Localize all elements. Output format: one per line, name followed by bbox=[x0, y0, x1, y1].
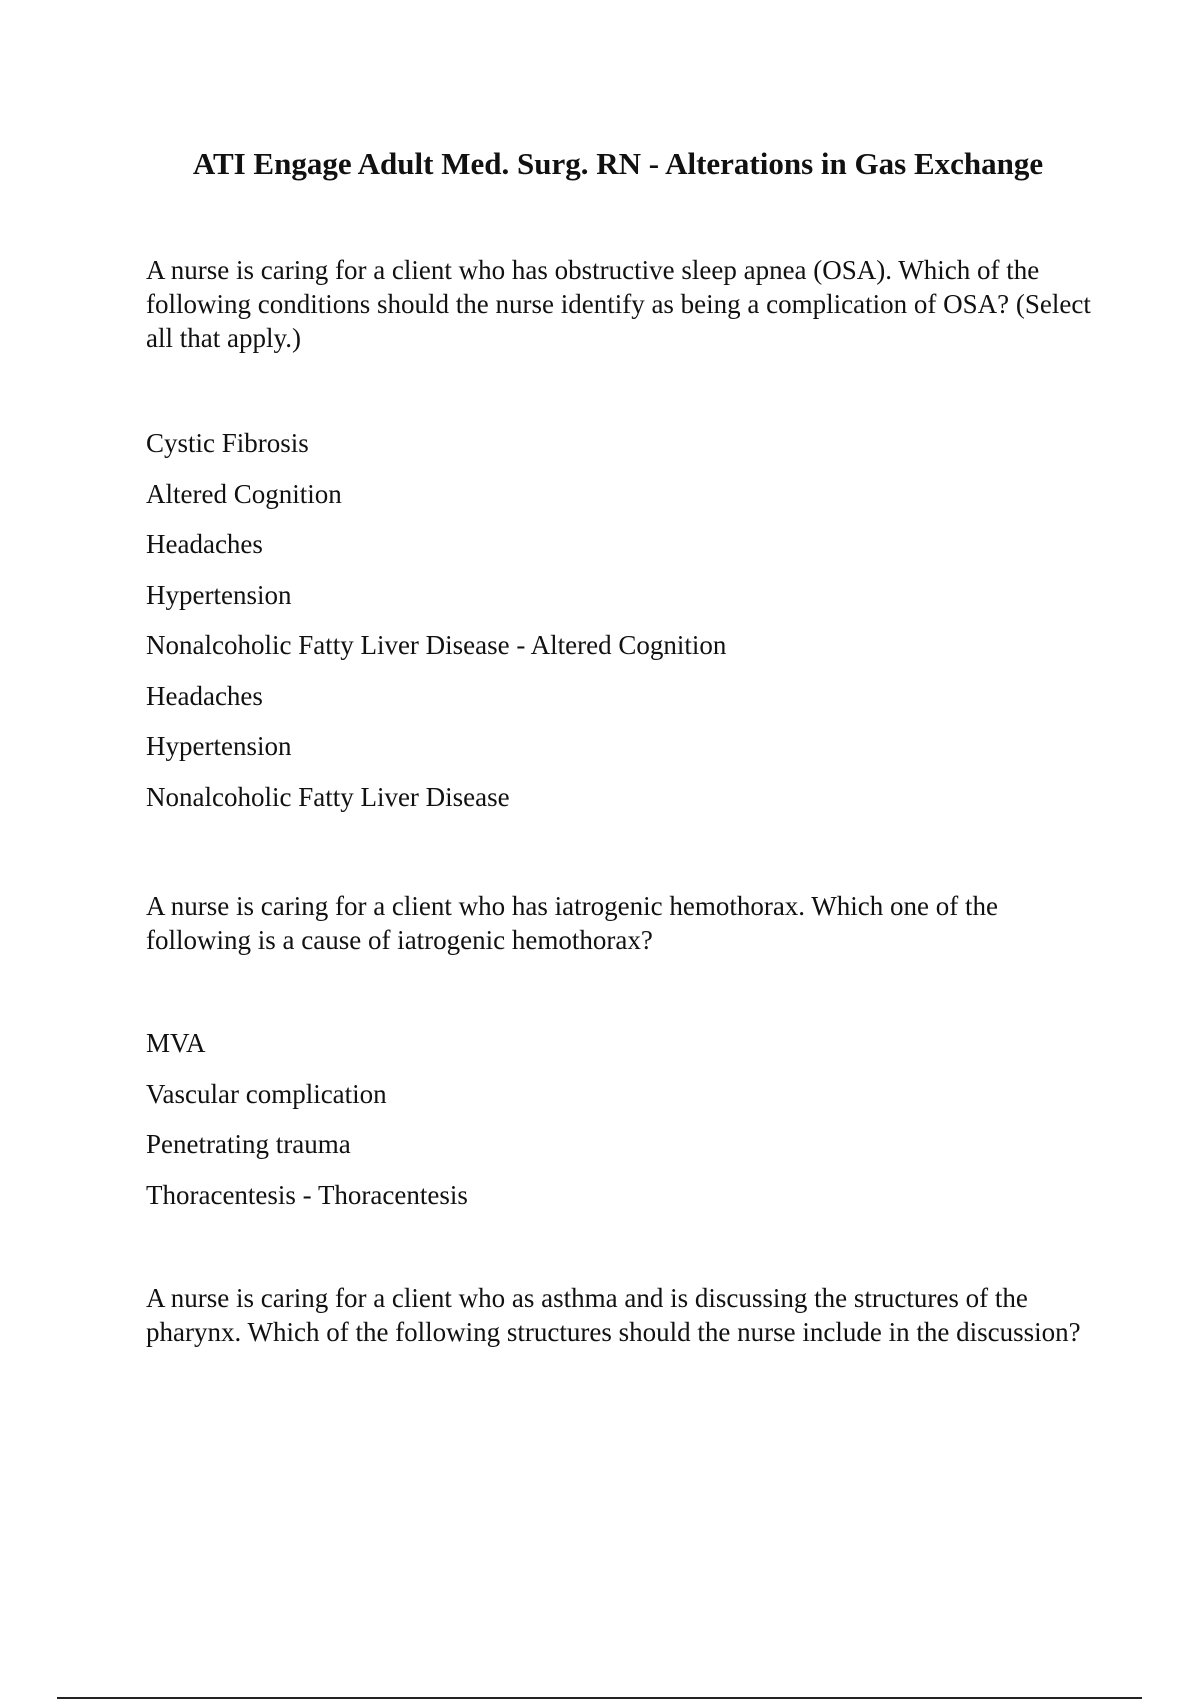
question-1-option: Nonalcoholic Fatty Liver Disease - Altered Cognition bbox=[146, 630, 727, 660]
document-title: ATI Engage Adult Med. Surg. RN - Alterations in Gas Exchange bbox=[192, 146, 1044, 181]
question-1-options bbox=[146, 426, 1046, 830]
question-2-option: MVA bbox=[146, 1028, 206, 1058]
question-1-option: Altered Cognition bbox=[146, 478, 342, 509]
question-2-options bbox=[146, 1026, 1046, 1228]
question-2-prompt: A nurse is caring for a client who has iatrogenic hemothorax. Which one of the following is a cause of iatrogenic hemothorax? bbox=[146, 891, 998, 955]
question-1-option: Nonalcoholic Fatty Liver Disease bbox=[146, 781, 510, 812]
question-1-prompt: A nurse is caring for a client who has obstructive sleep apnea (OSA). Which of the following conditions should the nurse identify as being a complication of OSA? (Select all that apply.) bbox=[146, 255, 1091, 353]
question-2-option: Vascular complication bbox=[146, 1078, 387, 1109]
question-1-option: Headaches bbox=[146, 529, 263, 559]
question-2-option: Thoracentesis - Thoracentesis bbox=[146, 1179, 468, 1210]
question-1-option: Hypertension bbox=[146, 731, 292, 761]
question-1-option: Hypertension bbox=[146, 579, 292, 610]
question-1-option: Headaches bbox=[146, 680, 263, 711]
footer-divider bbox=[57, 1697, 1142, 1699]
question-3-prompt: A nurse is caring for a client who as asthma and is discussing the structures of the pharynx. Which of the following structures should the nurse include in the discussion? bbox=[146, 1283, 1081, 1347]
question-2-option: Penetrating trauma bbox=[146, 1129, 351, 1159]
question-1-option: Cystic Fibrosis bbox=[146, 428, 309, 458]
